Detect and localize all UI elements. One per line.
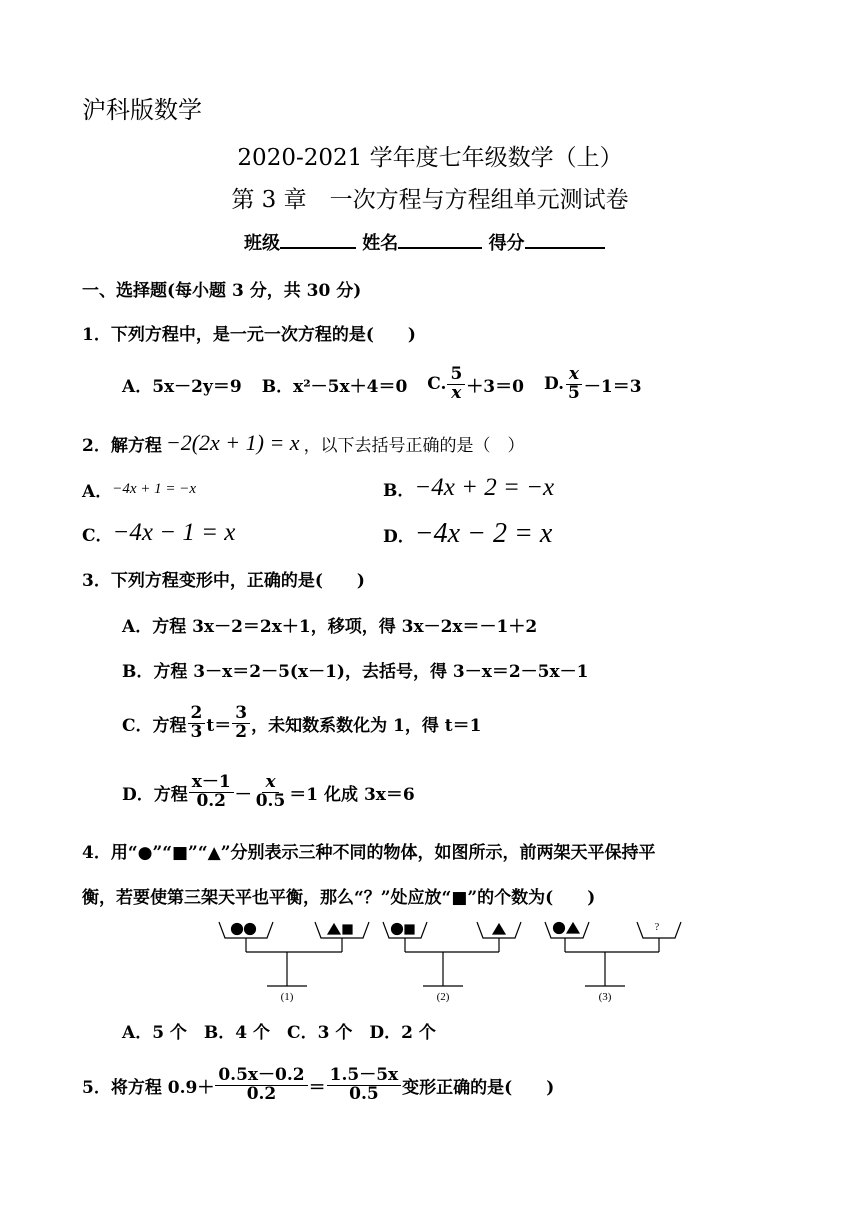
balance-2 (383, 922, 521, 986)
q1-option-d-rest: －1＝3 (583, 376, 642, 397)
q4-options: A．5 个 B．4 个 C．3 个 D．2 个 (122, 1023, 436, 1043)
balance-3-label: (3) (598, 991, 612, 1003)
info-line (244, 229, 605, 255)
q1-option-c-prefix: C. (427, 374, 447, 394)
name-blank (398, 229, 482, 249)
score-label: 得分 (488, 233, 525, 254)
balance-1 (219, 922, 369, 986)
balance-3 (545, 922, 681, 986)
q4-line-2: 衡，若要使第三架天平也平衡，那么“？”处应放“■”的个数为( ) (82, 888, 596, 908)
circle-icon (245, 924, 256, 935)
q2-stem-equation: −2(2x + 1) = x (165, 430, 300, 455)
class-label: 班级 (244, 233, 280, 254)
page-title: 2020-2021 学年度七年级数学（上） (237, 145, 623, 171)
square-icon (405, 925, 414, 934)
q2-stem-prefix: 2．解方程 (82, 435, 162, 456)
q2-stem-suffix: ，以下去括号正确的是（ ） (303, 435, 525, 456)
q3-option-d: D．方程 $\frac{x-1}{0.2}$ － $\frac{x}{0.5}$ ＝1 化成 3x＝6 (122, 771, 415, 811)
q3-stem: 3．下列方程变形中，正确的是( ) (82, 571, 365, 591)
q3-c-fraction-2: $\frac{3}{2}$ (232, 705, 250, 742)
q1-option-c-fraction: $\frac{5}{x}$ (447, 366, 465, 403)
q2-stem (82, 428, 525, 458)
q3-d-fraction-1: $\frac{x-1}{0.2}$ (189, 774, 234, 811)
triangle-icon (567, 923, 579, 933)
balance-diagram (215, 914, 695, 1006)
q2-option-b: B． −4x + 2 = −x (383, 474, 555, 501)
q1-option-b: B．x²－5x＋4＝0 (261, 376, 408, 397)
class-blank (280, 229, 356, 249)
publisher-label: 沪科版数学 (82, 96, 202, 124)
q2-option-a: A． −4x + 1 = −x (82, 480, 197, 502)
square-icon (343, 925, 352, 934)
q3-option-c: C．方程 $\frac{2}{3}$ t＝ $\frac{3}{2}$ ，未知数系数化为 1，得 t＝1 (122, 702, 482, 742)
section-heading: 一、选择题(每小题 3 分，共 30 分) (82, 281, 362, 301)
q3-option-a: A．方程 3x－2＝2x＋1，移项，得 3x－2x＝－1＋2 (122, 617, 538, 637)
page-subtitle: 第 3 章 一次方程与方程组单元测试卷 (231, 187, 629, 213)
q1-option-d-prefix: D. (543, 374, 565, 394)
circle-icon (554, 923, 565, 934)
q3-d-fraction-2: $\frac{x}{0.5}$ (255, 771, 286, 811)
circle-icon (232, 924, 243, 935)
triangle-icon (493, 924, 505, 934)
circle-icon (392, 924, 403, 935)
q5-fraction-2: $\frac{1.5-5x}{0.5}$ (327, 1067, 402, 1104)
triangle-icon (328, 924, 340, 934)
score-blank (525, 229, 605, 249)
q3-c-fraction-1: $\frac{2}{3}$ (188, 705, 206, 742)
q2-option-c: C． −4x − 1 = x (82, 519, 236, 546)
q5-stem: 5．将方程 0.9＋ $\frac{0.5x-0.2}{0.2}$ ＝ $\frac{1.5-5x}{0.5}$ 变形正确的是( ) (82, 1064, 555, 1104)
q1-option-a: A．5x－2y＝9 (122, 376, 242, 397)
question-mark: ? (654, 922, 660, 933)
q3-option-b: B．方程 3－x＝2－5(x－1)，去括号，得 3－x＝2－5x－1 (122, 662, 589, 682)
balance-1-label: (1) (280, 991, 294, 1003)
q1-option-d-fraction: $\frac{x}{5}$ (565, 366, 583, 403)
q5-fraction-1: $\frac{0.5x-0.2}{0.2}$ (215, 1067, 307, 1104)
q4-line-1: 4．用“●”“■”“▲”分别表示三种不同的物体，如图所示，前两架天平保持平 (82, 843, 656, 863)
q2-option-d: D． −4x − 2 = x (383, 518, 553, 549)
q1-stem: 1．下列方程中，是一元一次方程的是( ) (82, 325, 416, 345)
q1-options (122, 362, 642, 406)
balance-2-label: (2) (436, 991, 450, 1003)
q1-option-c-rest: ＋3＝0 (466, 376, 524, 397)
name-label: 姓名 (362, 233, 399, 254)
